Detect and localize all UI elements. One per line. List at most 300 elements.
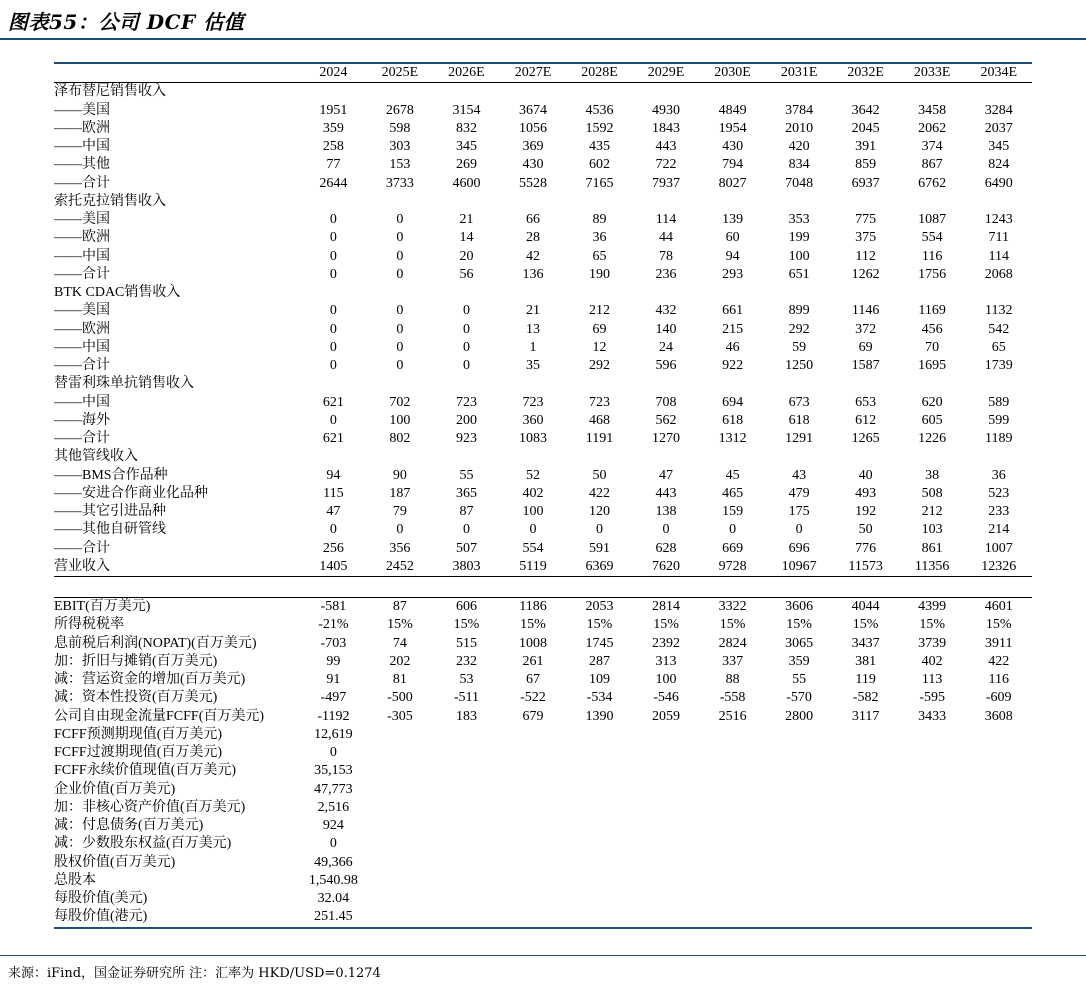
value-cell: 3608 [984, 708, 1013, 724]
value-cell: 834 [788, 157, 810, 173]
value-cell [500, 284, 567, 302]
table-row [54, 339, 1032, 357]
year-header: 2027E [514, 65, 552, 81]
value-cell: 391 [855, 139, 877, 155]
table-row [54, 521, 1032, 539]
table-row [54, 229, 1032, 247]
value-cell: 11573 [848, 558, 883, 574]
value-cell: -595 [919, 690, 945, 706]
value-cell: 430 [722, 139, 744, 155]
value-cell [367, 817, 434, 835]
value-cell: 2392 [652, 635, 681, 651]
value-cell: 15% [586, 617, 613, 633]
value-cell [899, 284, 966, 302]
value-cell: 24 [659, 339, 674, 355]
value-cell: 115 [323, 485, 344, 501]
value-cell: 1951 [319, 102, 348, 118]
value-cell [633, 872, 700, 890]
value-cell [832, 854, 899, 872]
year-header: 2034E [980, 65, 1017, 81]
value-cell [566, 744, 633, 762]
value-cell [899, 448, 966, 466]
value-cell [832, 744, 899, 762]
value-cell [633, 375, 700, 393]
value-cell [899, 375, 966, 393]
value-cell: 1405 [319, 558, 348, 574]
value-cell [699, 744, 766, 762]
value-cell: 360 [522, 412, 544, 428]
value-cell: 4930 [652, 102, 681, 118]
value-cell: 261 [522, 653, 544, 669]
value-cell [500, 817, 567, 835]
value-cell: 8027 [718, 175, 747, 191]
value-cell: 120 [589, 504, 611, 520]
value-cell: 190 [589, 266, 611, 282]
value-cell [433, 284, 500, 302]
value-cell: 6762 [918, 175, 947, 191]
value-cell: 287 [589, 653, 611, 669]
value-cell: 620 [921, 394, 943, 410]
table-row [54, 726, 1032, 744]
value-cell: 65 [592, 248, 607, 264]
value-cell: 303 [389, 139, 411, 155]
value-cell: 554 [522, 540, 544, 556]
value-cell [367, 375, 434, 393]
value-cell: 21 [459, 212, 474, 228]
value-cell: 861 [921, 540, 943, 556]
row-label: ——安进合作商业化品种 [54, 485, 208, 501]
value-cell [500, 744, 567, 762]
value-cell: 77 [326, 157, 341, 173]
value-cell [433, 835, 500, 853]
value-cell: 0 [329, 522, 337, 538]
value-cell: 212 [589, 303, 611, 319]
row-label: FCFF预测期现值(百万美元) [54, 726, 223, 742]
value-cell: 3284 [984, 102, 1013, 118]
value-cell: 4849 [718, 102, 747, 118]
value-cell: 56 [459, 266, 474, 282]
value-cell [832, 908, 899, 927]
value-cell [566, 781, 633, 799]
value-cell [367, 726, 434, 744]
row-label: 减：资本性投资(百万美元) [54, 690, 218, 706]
year-header: 2031E [780, 65, 818, 81]
table-row [54, 503, 1032, 521]
value-cell [965, 448, 1032, 466]
table-row [54, 138, 1032, 156]
value-cell: 2644 [319, 175, 348, 191]
value-cell: 554 [921, 230, 943, 246]
table-body [54, 83, 1032, 928]
value-cell: 0 [662, 522, 670, 538]
value-cell [433, 890, 500, 908]
value-cell: 3606 [785, 599, 814, 615]
value-cell: 661 [722, 303, 744, 319]
row-label: 泽布替尼销售收入 [54, 84, 166, 100]
value-cell [699, 726, 766, 744]
value-cell: 420 [788, 139, 810, 155]
value-cell [699, 448, 766, 466]
value-cell [500, 781, 567, 799]
value-cell [633, 835, 700, 853]
value-cell [367, 799, 434, 817]
value-cell [433, 781, 500, 799]
value-cell [367, 890, 434, 908]
value-cell: 55 [459, 467, 474, 483]
value-cell: 0 [396, 266, 404, 282]
value-cell: -511 [453, 690, 480, 706]
spacer-cell [899, 577, 966, 598]
value-cell [566, 83, 633, 102]
value-cell [899, 193, 966, 211]
row-label: ——欧洲 [54, 120, 110, 136]
value-cell: 3642 [851, 102, 880, 118]
value-cell: -546 [653, 690, 679, 706]
value-cell [832, 781, 899, 799]
value-cell: 47 [659, 467, 674, 483]
value-cell [766, 83, 833, 102]
table-row [54, 616, 1032, 634]
table-row [54, 485, 1032, 503]
value-cell [566, 375, 633, 393]
value-cell [500, 908, 567, 927]
value-cell: 0 [329, 745, 337, 761]
value-cell [965, 781, 1032, 799]
value-cell: 435 [589, 139, 611, 155]
value-cell: 0 [396, 321, 404, 337]
value-cell: 1 [529, 339, 537, 355]
value-cell: 183 [455, 708, 477, 724]
value-cell: 15% [387, 617, 413, 633]
value-cell: 456 [921, 321, 943, 337]
value-cell: 374 [921, 139, 943, 155]
value-cell: 1390 [585, 708, 614, 724]
value-cell: 422 [988, 653, 1010, 669]
value-cell [566, 835, 633, 853]
value-cell: 81 [392, 672, 407, 688]
value-cell: 2824 [718, 635, 747, 651]
value-cell: 59 [792, 339, 807, 355]
value-cell: 88 [725, 672, 740, 688]
value-cell [300, 83, 367, 102]
value-cell: 621 [322, 394, 344, 410]
table-row [54, 266, 1032, 284]
value-cell: 233 [988, 504, 1010, 520]
value-cell: 924 [322, 818, 344, 834]
value-cell: 15% [985, 617, 1012, 633]
spacer-cell [300, 577, 367, 598]
value-cell: 1191 [585, 431, 614, 447]
value-cell [832, 83, 899, 102]
value-cell: 402 [921, 653, 943, 669]
value-cell [766, 744, 833, 762]
value-cell: 46 [725, 339, 740, 355]
value-cell: 269 [455, 157, 477, 173]
table-row [54, 708, 1032, 726]
value-cell: 493 [855, 485, 877, 501]
value-cell: 430 [522, 157, 544, 173]
value-cell: -534 [586, 690, 613, 706]
value-cell: 0 [396, 358, 404, 374]
section-spacer [54, 577, 1032, 598]
value-cell: 1008 [518, 635, 547, 651]
value-cell: 113 [921, 672, 943, 688]
table-row [54, 302, 1032, 320]
table-row [54, 394, 1032, 412]
value-cell: 0 [329, 266, 337, 282]
value-cell: 2452 [385, 558, 414, 574]
value-cell: -21% [318, 617, 349, 633]
value-cell: 236 [655, 266, 677, 282]
value-cell: 1186 [519, 599, 547, 615]
value-cell: 3911 [984, 635, 1013, 651]
value-cell: 628 [655, 540, 677, 556]
table-row [54, 908, 1032, 927]
value-cell: 0 [462, 358, 470, 374]
value-cell: 2800 [785, 708, 814, 724]
value-cell [300, 193, 367, 211]
value-cell [500, 448, 567, 466]
value-cell: 153 [389, 157, 411, 173]
spacer-cell [699, 577, 766, 598]
value-cell: -522 [520, 690, 546, 706]
row-label: ——欧洲 [54, 321, 110, 337]
value-cell [500, 890, 567, 908]
value-cell: 36 [991, 467, 1006, 483]
value-cell: 50 [858, 522, 873, 538]
value-cell: 508 [921, 485, 943, 501]
value-cell: 2068 [984, 266, 1013, 282]
value-cell [500, 726, 567, 744]
row-label: ——欧洲 [54, 230, 110, 246]
year-header: 2026E [448, 65, 485, 81]
value-cell: 722 [655, 157, 677, 173]
value-cell: 70 [925, 339, 940, 355]
value-cell: 589 [988, 394, 1010, 410]
row-label: EBIT(百万美元) [54, 599, 151, 615]
value-cell [433, 744, 500, 762]
year-header: 2033E [913, 65, 951, 81]
value-cell [566, 762, 633, 780]
value-cell [633, 762, 700, 780]
value-cell: 602 [589, 157, 611, 173]
value-cell: 3733 [385, 175, 414, 191]
value-cell: 1291 [785, 431, 814, 447]
value-cell: 192 [855, 504, 877, 520]
value-cell: -497 [320, 690, 347, 706]
value-cell: 4044 [851, 599, 880, 615]
value-cell [766, 908, 833, 927]
value-cell [899, 835, 966, 853]
value-cell: 103 [921, 522, 943, 538]
value-cell [367, 83, 434, 102]
value-cell: 15% [653, 617, 679, 633]
value-cell [699, 908, 766, 927]
table-row [54, 284, 1032, 302]
value-cell: 138 [655, 504, 677, 520]
row-label: ——美国 [54, 303, 110, 319]
value-cell: 35,153 [314, 763, 353, 779]
row-label: BTK CDAC销售收入 [54, 285, 181, 301]
value-cell: 618 [722, 412, 744, 428]
value-cell [899, 781, 966, 799]
spacer-cell [766, 577, 833, 598]
value-cell: 7165 [585, 175, 614, 191]
value-cell: 598 [389, 120, 411, 136]
value-cell [965, 890, 1032, 908]
value-cell: 776 [855, 540, 877, 556]
value-cell: 369 [522, 139, 544, 155]
row-label: 替雷利珠单抗销售收入 [54, 376, 194, 392]
value-cell: 10967 [781, 558, 817, 574]
value-cell: 1083 [518, 431, 547, 447]
value-cell [965, 375, 1032, 393]
row-label: ——合计 [54, 266, 110, 282]
value-cell [699, 890, 766, 908]
value-cell: 50 [592, 467, 607, 483]
value-cell [832, 448, 899, 466]
value-cell [899, 817, 966, 835]
value-cell: 2516 [718, 708, 747, 724]
value-cell: -703 [320, 635, 347, 651]
value-cell: 94 [725, 248, 740, 264]
row-label: FCFF永续价值现值(百万美元) [54, 763, 237, 779]
value-cell: 119 [855, 672, 876, 688]
value-cell [633, 193, 700, 211]
value-cell: 91 [326, 672, 341, 688]
value-cell: 3065 [785, 635, 814, 651]
value-cell: 422 [589, 485, 611, 501]
table-row [54, 854, 1032, 872]
value-cell: 4601 [984, 599, 1013, 615]
value-cell: 479 [788, 485, 810, 501]
value-cell [367, 872, 434, 890]
value-cell: 0 [396, 522, 404, 538]
value-cell: 606 [455, 599, 477, 615]
row-label: 企业价值(百万美元) [54, 781, 176, 797]
value-cell: 621 [322, 431, 344, 447]
value-cell: 0 [329, 339, 337, 355]
value-cell: -558 [719, 690, 746, 706]
value-cell: 3803 [452, 558, 481, 574]
value-cell [899, 726, 966, 744]
value-cell: 673 [788, 394, 810, 410]
value-cell: 6490 [984, 175, 1013, 191]
value-cell: 28 [525, 230, 540, 246]
value-cell: 507 [455, 540, 477, 556]
value-cell: 43 [792, 467, 807, 483]
value-cell: 53 [459, 672, 474, 688]
value-cell: 14 [459, 230, 474, 246]
value-cell [300, 284, 367, 302]
value-cell [433, 908, 500, 927]
value-cell [633, 744, 700, 762]
table-row [54, 835, 1032, 853]
value-cell: 0 [795, 522, 803, 538]
value-cell: 605 [921, 412, 943, 428]
value-cell: 523 [988, 485, 1010, 501]
row-label: 总股本 [54, 872, 96, 888]
value-cell: 0 [462, 303, 470, 319]
value-cell [367, 193, 434, 211]
value-cell: 0 [329, 212, 337, 228]
table-row [54, 83, 1032, 102]
value-cell [699, 375, 766, 393]
table-row [54, 890, 1032, 908]
value-cell [766, 284, 833, 302]
year-header: 2029E [647, 65, 685, 81]
value-cell: 2062 [918, 120, 947, 136]
value-cell: 139 [722, 212, 744, 228]
table-row [54, 193, 1032, 211]
value-cell [633, 908, 700, 927]
value-cell: 66 [525, 212, 540, 228]
value-cell: 1189 [984, 431, 1013, 447]
value-cell: 42 [525, 248, 540, 264]
value-cell: 100 [389, 412, 411, 428]
row-label: ——海外 [54, 412, 110, 428]
value-cell [832, 890, 899, 908]
table-row [54, 653, 1032, 671]
value-cell: 922 [722, 358, 744, 374]
value-cell: 140 [655, 321, 677, 337]
value-cell [566, 193, 633, 211]
row-label: 所得税税率 [54, 617, 124, 633]
spacer-cell [965, 577, 1032, 598]
value-cell: 114 [988, 248, 1009, 264]
value-cell [433, 193, 500, 211]
value-cell [699, 799, 766, 817]
value-cell: 1265 [851, 431, 880, 447]
value-cell: 67 [525, 672, 540, 688]
value-cell [965, 854, 1032, 872]
value-cell [766, 726, 833, 744]
value-cell [566, 872, 633, 890]
value-cell [965, 83, 1032, 102]
row-label: ——其他自研管线 [54, 522, 166, 538]
table-row [54, 817, 1032, 835]
value-cell [566, 817, 633, 835]
row-label: ——美国 [54, 212, 110, 228]
value-cell: 468 [589, 412, 611, 428]
value-cell [899, 908, 966, 927]
value-cell: 1592 [585, 120, 614, 136]
value-cell: 1587 [851, 358, 880, 374]
value-cell: 345 [455, 139, 477, 155]
row-label: ——BMS合作品种 [54, 467, 168, 483]
value-cell: 867 [921, 157, 943, 173]
value-cell: 359 [788, 653, 810, 669]
value-cell: 0 [396, 303, 404, 319]
value-cell: 116 [921, 248, 943, 264]
value-cell: 1132 [984, 303, 1013, 319]
value-cell [699, 762, 766, 780]
value-cell [500, 762, 567, 780]
value-cell [965, 193, 1032, 211]
value-cell [832, 835, 899, 853]
value-cell: 69 [858, 339, 873, 355]
value-cell: 0 [329, 358, 337, 374]
value-cell [633, 83, 700, 102]
value-cell [699, 872, 766, 890]
value-cell [766, 448, 833, 466]
spacer-cell [433, 577, 500, 598]
row-label: 其他管线收入 [54, 449, 138, 465]
table-row [54, 211, 1032, 229]
value-cell: 1739 [984, 358, 1013, 374]
value-cell [500, 193, 567, 211]
table-row [54, 467, 1032, 485]
